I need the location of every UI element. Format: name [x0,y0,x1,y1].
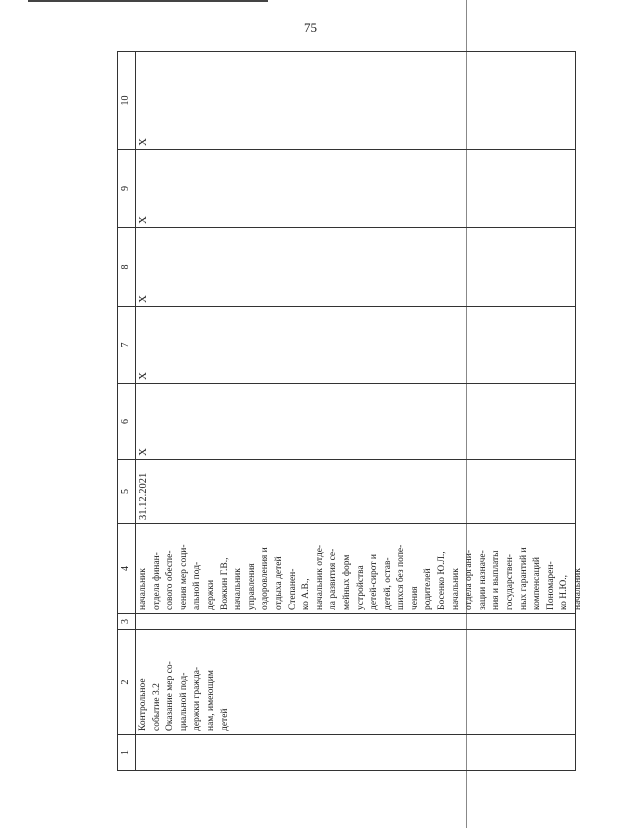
cell-text-line: ных гарантий и [518,547,529,610]
cell-text-line: мейных форм [341,554,352,610]
cell-text-line: родителей [423,568,434,610]
cell-text-line: начальник [450,568,461,610]
header-cell-8: 8 [118,228,135,307]
cell-text-line: устройства [355,565,366,610]
cell-text-line: отдыха детей [273,556,284,610]
header-cell-4: 4 [118,524,135,614]
header-cell-2: 2 [118,630,135,735]
cell-col8-mark: X [136,228,575,307]
cell-text-line: управления [246,563,257,610]
cell-text-line: чения [409,586,420,610]
header-cell-6: 6 [118,384,135,460]
cell-text-line: событие 3.2 [151,683,162,731]
cell-col7-mark: X [136,307,575,384]
cell-col6-mark: X [136,384,575,460]
page-number: 75 [304,20,317,35]
cell-text-line: Степанен- [287,568,298,610]
cell-text-line: начальник отде- [314,544,325,610]
cell-deadline: 31.12.2021 [136,460,575,524]
cell-text-line: циальной под- [178,672,189,731]
cell-text-line: шихся без попе- [396,544,407,610]
cell-text-line: ко Н.Ю., [559,574,570,610]
header-cell-3: 3 [118,614,135,630]
cell-text-line: компенсаций [532,557,543,610]
table-row [135,52,583,770]
cell-responsible [136,524,583,614]
cell-text-line: начальник [138,568,148,610]
cell-text-line: начальник [573,568,583,610]
header-cell-9: 9 [118,150,135,228]
cell-text-line: Оказание мер со- [165,661,176,731]
cell-text-line: Вожкин Г.В., [219,557,230,610]
cell-text-line: ния и выплаты [491,550,502,610]
cell-text-line: нам, имеющим [205,670,216,731]
cell-text-line: сового обеспе- [165,550,176,610]
cell-text-line: государствен- [505,554,516,610]
cell-text-line: детей, остав- [382,557,393,610]
cell-text-line: держки гражда- [192,666,203,731]
header-cell-7: 7 [118,307,135,384]
cell-text-line: отдела финан- [151,552,162,610]
cell-col3 [136,614,575,630]
cell-text-line: детей-сирот и [369,554,380,610]
cell-col9-mark: X [136,150,575,228]
cell-text-line: отдела органи- [464,550,475,610]
cell-text-line: альной под- [192,561,203,610]
cell-text-line: Контрольное [138,678,148,731]
cell-text-line: оздоровления и [260,547,271,610]
cell-text-line: держки [205,579,216,610]
header-cell-5: 5 [118,460,135,524]
cell-text-line: зации назначе- [477,550,488,610]
cell-text-line: начальник [233,568,244,610]
cell-col10-mark: X [136,52,575,150]
header-cell-10: 10 [118,52,135,150]
cell-text-line: ла развития се- [328,548,339,610]
table-header-row [118,52,135,770]
cell-text-line: Пономарен- [545,561,556,610]
top-scan-line [28,0,268,2]
activity-table [117,51,583,771]
header-cell-1: 1 [120,750,131,755]
cell-text-line: чения мер соци- [178,544,189,610]
cell-number [136,735,575,770]
cell-text-line: детей [219,708,230,731]
cell-text-line: Босенко Ю.Л., [437,551,448,610]
cell-event-name [136,630,575,735]
cell-text-line: ко А.В., [301,578,312,610]
